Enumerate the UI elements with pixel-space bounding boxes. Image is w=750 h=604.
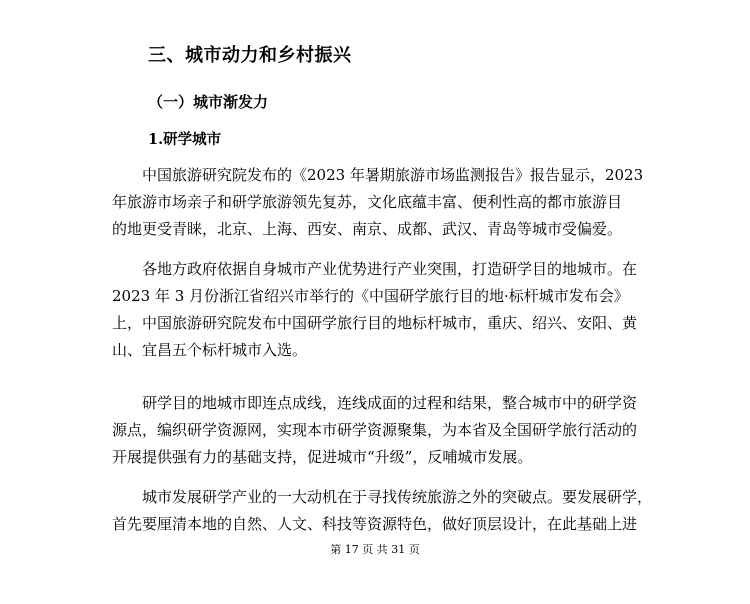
paragraph-line: 首先要厘清本地的自然、人文、科技等资源特色，做好顶层设计，在此基础上进 xyxy=(112,515,638,533)
paragraph-line: 上，中国旅游研究院发布中国研学旅行目的地标杆城市，重庆、绍兴、安阳、黄 xyxy=(112,314,638,332)
paragraph-line: 开展提供强有力的基础支持，促进城市“升级”，反哺城市发展。 xyxy=(112,448,533,466)
paragraph-line: 山、宜昌五个标杆城市入选。 xyxy=(112,341,308,359)
paragraph-line: 城市发展研学产业的一大动机在于寻找传统旅游之外的突破点。要发展研学， xyxy=(142,488,653,506)
page-footer: 第 17 页 共 31 页 xyxy=(330,543,420,556)
paragraph xyxy=(112,484,652,538)
paragraph xyxy=(112,390,652,471)
paragraph xyxy=(112,162,652,243)
section-title: 三、城市动力和乡村振兴 xyxy=(148,45,352,66)
item-title: 1.研学城市 xyxy=(148,131,222,148)
paragraph-line: 2023 年 3 月份浙江省绍兴市举行的《中国研学旅行目的地·标杆城市发布会》 xyxy=(112,287,629,305)
paragraph-line: 年旅游市场亲子和研学旅游领先复苏，文化底蕴丰富、便利性高的都市旅游目 xyxy=(112,193,623,211)
subsection-title: （一）城市渐发力 xyxy=(148,93,269,111)
paragraph-line: 中国旅游研究院发布的《2023 年暑期旅游市场监测报告》报告显示，2023 xyxy=(142,166,644,184)
paragraph-line: 源点，编织研学资源网，实现本市研学资源聚集，为本省及全国研学旅行活动的 xyxy=(112,421,638,439)
paragraph-line: 各地方政府依据自身城市产业优势进行产业突围，打造研学目的地城市。在 xyxy=(142,260,638,278)
paragraph xyxy=(112,256,652,364)
paragraph-line: 研学目的地城市即连点成线，连线成面的过程和结果，整合城市中的研学资 xyxy=(142,394,638,412)
paragraph-line: 的地更受青睐，北京、上海、西安、南京、成都、武汉、青岛等城市受偏爱。 xyxy=(112,220,623,238)
